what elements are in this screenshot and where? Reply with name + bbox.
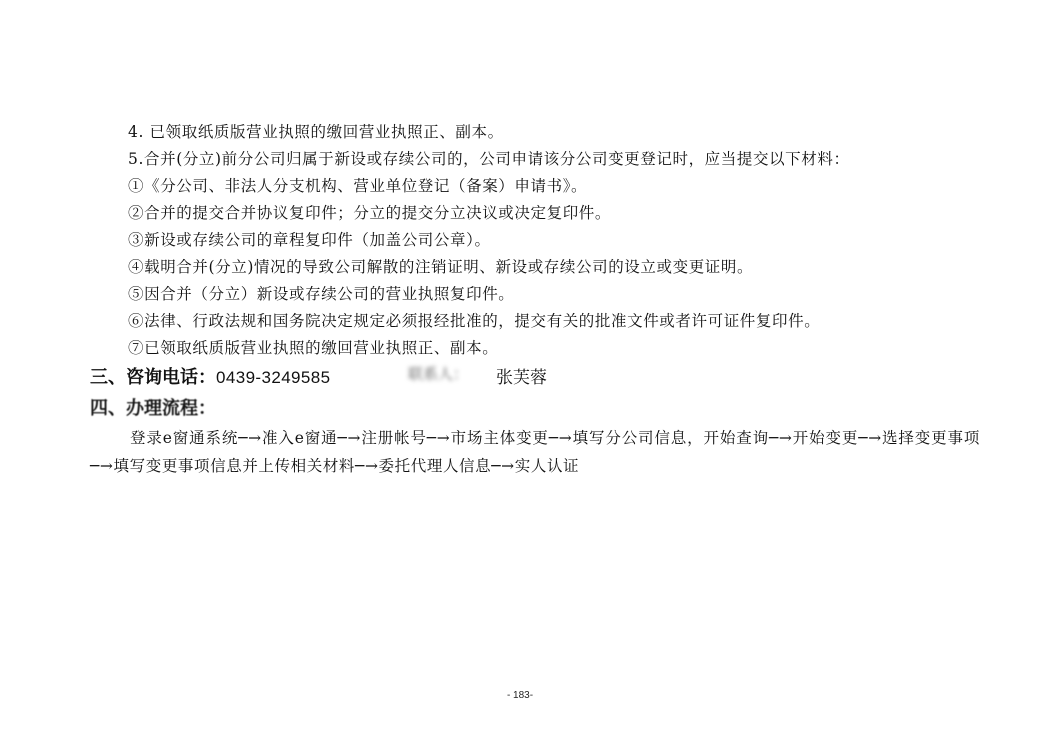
page-number: - 183- [506,690,534,701]
process-heading: 四、办理流程： [90,398,216,419]
list-item-4: 4. 已领取纸质版营业执照的缴回营业执照正、副本。 [128,123,504,141]
contact-name: 张芙蓉 [496,368,547,388]
sub-item-2: ②合并的提交合并协议复印件；分立的提交分立决议或决定复印件。 [128,204,612,222]
sub-item-1: ①《分公司、非法人分支机构、营业单位登记（备案）申请书》。 [128,177,588,195]
consult-phone-label: 三、咨询电话： [90,367,216,388]
sub-item-3: ③新设或存续公司的章程复印件（加盖公司公章）。 [128,231,491,249]
list-item-5: 5.合并(分立)前分公司归属于新设或存续公司的，公司申请该分公司变更登记时，应当提交以下材料： [128,150,850,168]
contact-label-redacted: 联系人： [408,365,469,383]
process-flow-text: 登录e窗通系统─→准入e窗通─→注册帐号─→市场主体变更─→填写分公司信息，开始查询─→开始变更─→选择变更事项─→填写变更事项信息并上传相关材料─→委托代理人信息─→实人认证 [90,429,980,475]
consult-phone-number: 0439-3249585 [216,368,331,387]
sub-item-6: ⑥法律、行政法规和国务院决定规定必须报经批准的，提交有关的批准文件或者许可证件复印件。 [128,312,821,330]
sub-item-7: ⑦已领取纸质版营业执照的缴回营业执照正、副本。 [128,339,499,357]
sub-item-5: ⑤因合并（分立）新设或存续公司的营业执照复印件。 [128,285,515,303]
sub-item-4: ④载明合并(分立)情况的导致公司解散的注销证明、新设或存续公司的设立或变更证明。 [128,258,754,276]
consult-phone-heading [90,363,330,389]
